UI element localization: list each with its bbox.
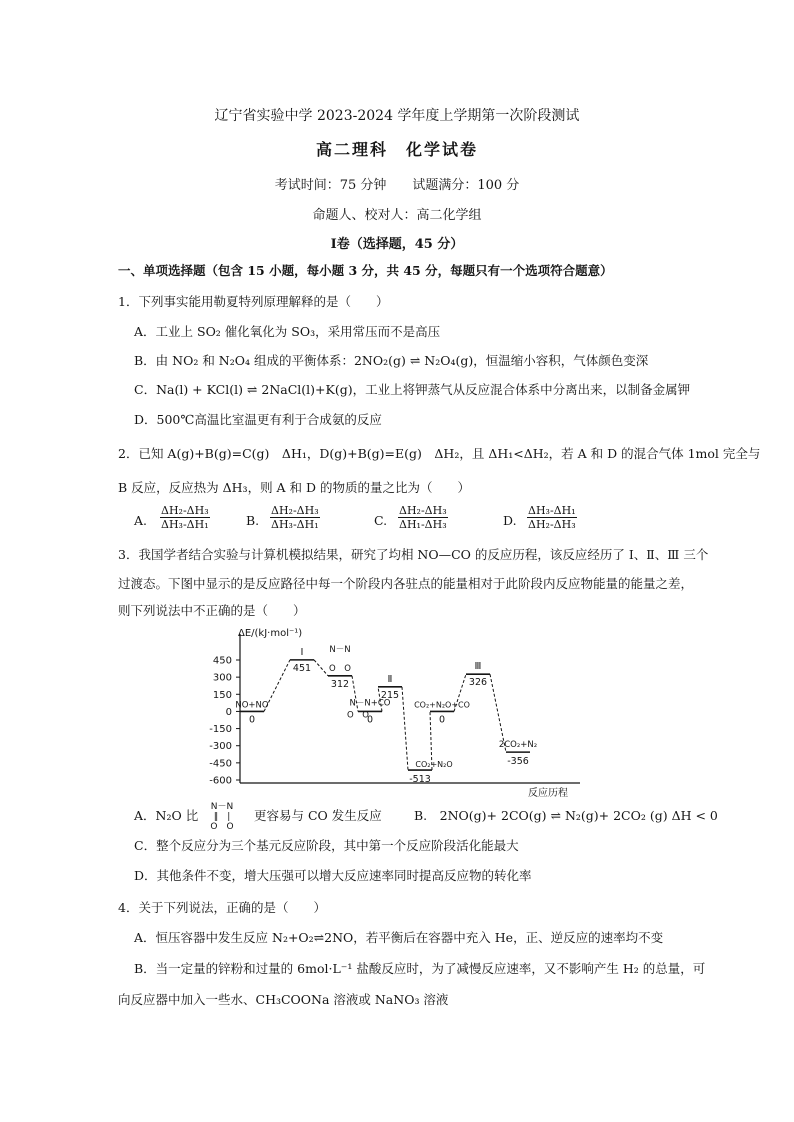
y-tick-label: -450 bbox=[209, 758, 232, 770]
energy-value-label: 0 bbox=[438, 714, 446, 726]
y-tick-label: -150 bbox=[209, 724, 232, 736]
energy-value-label: 0 bbox=[248, 714, 256, 726]
y-tick-label: -600 bbox=[209, 775, 232, 787]
energy-value-label: 215 bbox=[380, 689, 400, 701]
species-label-ts3: Ⅲ bbox=[474, 661, 482, 673]
y-tick-label: -300 bbox=[209, 741, 232, 753]
exam-info: 考试时间：75 分钟 试题满分：100 分 bbox=[274, 178, 520, 193]
q3-molecule bbox=[202, 802, 242, 832]
q1-option-a: A．工业上 SO₂ 催化氧化为 SO₃，采用常压而不是高压 bbox=[134, 324, 441, 339]
section-title: Ⅰ卷（选择题，45 分） bbox=[330, 237, 464, 252]
species-label-int1_top: N－N bbox=[329, 644, 351, 655]
q1-option-b: B．由 NO₂ 和 N₂O₄ 组成的平衡体系：2NO₂(g) ⇌ N₂O₄(g)，恒温缩小容积，气体颜色变深 bbox=[134, 353, 649, 368]
species-labels bbox=[235, 645, 537, 769]
energy-diagram bbox=[200, 620, 620, 800]
q3-option-b: B. 2NO(g)+ 2CO(g) ⇌ N₂(g)+ 2CO₂ (g) ΔH < 0 bbox=[414, 808, 718, 823]
q1-option-c: C．Na(l) + KCl(l) ⇌ 2NaCl(l)+K(g)，工业上将钾蒸气从反应混合体系中分离出来，以制备金属钾 bbox=[134, 382, 691, 397]
q2-option-c-label: C. bbox=[374, 513, 388, 528]
q2-stem: 2．已知 A(g)+B(g)=C(g) ΔH₁，D(g)+B(g)=E(g) ΔH₂，且 ΔH₁<ΔH₂，若 A 和 D 的混合气体 1mol 完全与 bbox=[118, 446, 761, 461]
energy-value-label: 451 bbox=[292, 662, 312, 674]
q2-option-a-den: ΔH₃-ΔH₁ bbox=[161, 518, 209, 531]
q2-option-d-fraction bbox=[527, 504, 577, 531]
q2-option-a-fraction bbox=[160, 504, 210, 531]
q2-option-b-den: ΔH₃-ΔH₁ bbox=[271, 518, 319, 531]
species-label-int3: CO₂+N₂O+CO bbox=[414, 700, 470, 710]
species-label-low: CO₂+N₂O bbox=[415, 760, 453, 770]
y-tick-label: 0 bbox=[225, 706, 232, 718]
q3-stem-1: 3．我国学者结合实验与计算机模拟结果，研究了均相 NO—CO 的反应历程，该反应经历了 Ⅰ、Ⅱ、Ⅲ 三个 bbox=[118, 547, 709, 562]
species-label-int2_bot: O O bbox=[347, 710, 369, 721]
q2-option-a-label: A. bbox=[134, 513, 148, 528]
q2-option-c-fraction bbox=[398, 504, 448, 531]
y-tick-label: 450 bbox=[212, 655, 232, 667]
energy-connector bbox=[402, 687, 408, 770]
q2-option-b-fraction bbox=[270, 504, 320, 531]
q2-option-a-num: ΔH₂-ΔH₃ bbox=[161, 504, 209, 517]
x-axis-label: 反应历程 bbox=[528, 788, 568, 799]
q2-option-c-num: ΔH₂-ΔH₃ bbox=[399, 504, 447, 517]
q2-option-d-label: D. bbox=[503, 513, 517, 528]
energy-value-label: 312 bbox=[330, 678, 350, 690]
y-axis-label: ΔE/(kJ·mol⁻¹) bbox=[238, 628, 303, 639]
q4-option-b-line1: B．当一定量的锌粉和过量的 6mol·L⁻¹ 盐酸反应时，为了减慢反应速率，又不影响产生 H₂ 的总量，可 bbox=[134, 961, 706, 976]
q4-option-b-line2: 向反应器中加入一些水、CH₃COONa 溶液或 NaNO₃ 溶液 bbox=[118, 992, 449, 1007]
part1-heading: 一、单项选择题（包含 15 小题，每小题 3 分，共 45 分，每题只有一个选项符合题意） bbox=[118, 263, 613, 278]
species-label-int2: N－N+CO bbox=[349, 698, 391, 709]
species-label-final: 2CO₂+N₂ bbox=[498, 740, 538, 751]
q4-option-a: A．恒压容器中发生反应 N₂+O₂⇌2NO，若平衡后在容器中充入 He，正、逆反应的速率均不变 bbox=[134, 930, 664, 945]
q1-option-d: D．500℃高温比室温更有利于合成氨的反应 bbox=[134, 412, 382, 427]
species-label-ts2: Ⅱ bbox=[387, 673, 393, 685]
energy-value-label: 0 bbox=[366, 714, 374, 726]
q2-stem-2: B 反应，反应热为 ΔH₃，则 A 和 D 的物质的量之比为（ ） bbox=[118, 480, 471, 495]
q3-option-a-prefix: A．N₂O 比 bbox=[134, 808, 199, 823]
energy-connector bbox=[314, 660, 328, 676]
molecule-mid: ‖ | bbox=[213, 812, 231, 822]
y-tick-label: 300 bbox=[212, 672, 232, 684]
energy-value-label: -513 bbox=[409, 774, 431, 786]
energy-value-label: 326 bbox=[468, 677, 488, 689]
q2-option-b-num: ΔH₂-ΔH₃ bbox=[271, 504, 319, 517]
species-label-nono: NO+NO bbox=[235, 700, 269, 711]
species-label-ts1: Ⅰ bbox=[300, 646, 304, 658]
q2-option-b-label: B. bbox=[246, 513, 260, 528]
y-ticks bbox=[209, 656, 240, 787]
molecule-top: N－N bbox=[210, 802, 234, 812]
q2-option-d-num: ΔH₃-ΔH₁ bbox=[528, 504, 576, 517]
q1-stem: 1．下列事实能用勒夏特列原理解释的是（ ） bbox=[118, 294, 389, 309]
q3-stem-2: 过渡态。下图中显示的是反应路径中每一个阶段内各驻点的能量相对于此阶段内反应物能量的能量之差， bbox=[118, 576, 694, 591]
species-label-int1_bot: O O bbox=[329, 663, 351, 674]
authors-line: 命题人、校对人：高二化学组 bbox=[312, 208, 482, 223]
q3-stem-3: 则下列说法中不正确的是（ ） bbox=[118, 603, 306, 618]
energy-value-label: -356 bbox=[507, 756, 529, 768]
molecule-bottom: O O bbox=[210, 822, 234, 832]
q3-option-a-suffix: 更容易与 CO 发生反应 bbox=[254, 808, 382, 823]
y-tick-label: 150 bbox=[212, 689, 232, 701]
q3-option-d: D．其他条件不变，增大压强可以增大反应速率同时提高反应物的转化率 bbox=[134, 868, 532, 883]
school-line: 辽宁省实验中学 2023-2024 学年度上学期第一次阶段测试 bbox=[214, 108, 580, 124]
subject-title: 高二理科 化学试卷 bbox=[315, 140, 478, 159]
q4-stem: 4．关于下列说法，正确的是（ ） bbox=[118, 900, 326, 915]
q3-option-c: C．整个反应分为三个基元反应阶段，其中第一个反应阶段活化能最大 bbox=[134, 838, 519, 853]
q2-option-d-den: ΔH₂-ΔH₃ bbox=[528, 518, 576, 531]
q2-option-c-den: ΔH₁-ΔH₃ bbox=[399, 518, 447, 531]
